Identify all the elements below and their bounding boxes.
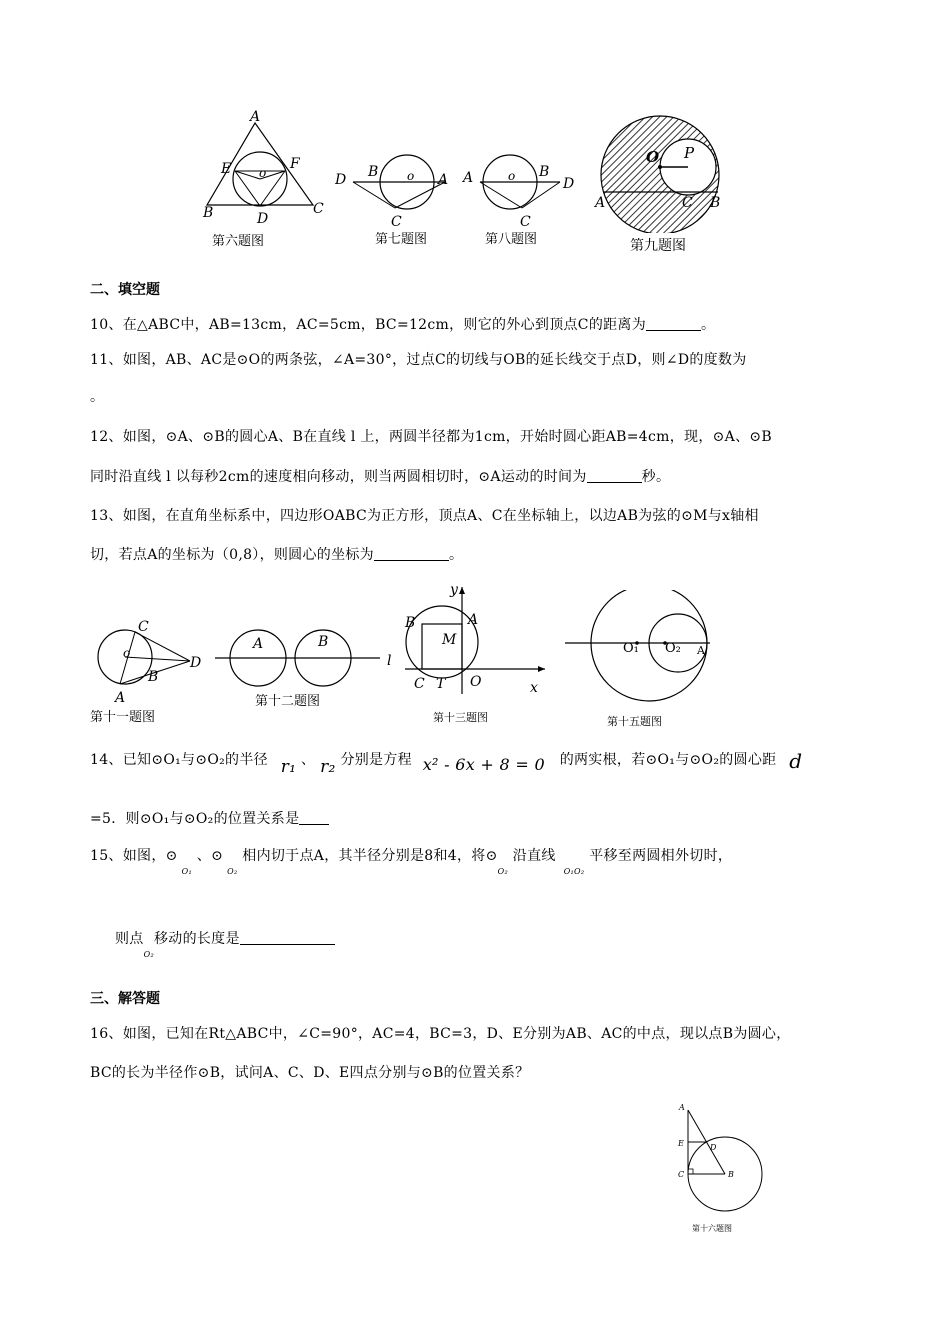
answer-blank[interactable]	[240, 930, 335, 945]
figure-8	[460, 150, 580, 230]
label-o1: O₁	[623, 641, 639, 656]
label-a: A	[463, 170, 474, 186]
label-d: D	[563, 176, 575, 192]
question-15: 15、如图，$⊙_{O_1}$ 、$⊙_{O_2}$ 相内切于点A，其半径分别是8和4，将$⊙_{O_2}$ 沿直线$_{O_1O_2}$ 平移至两圆相外切时，	[90, 848, 733, 876]
label-d: D	[710, 1143, 717, 1152]
question-14-line2: =5．则⊙O₁与⊙O₂的位置关系是	[90, 808, 329, 828]
fig12-caption: 第十二题图	[255, 694, 321, 709]
question-15-line2: 则点$_{O_2}$移动的长度是	[115, 928, 335, 958]
label-o: O	[646, 148, 660, 166]
label-b: B	[203, 205, 214, 221]
label-b: B	[318, 634, 329, 650]
fig13-caption: 第十三题图	[433, 711, 488, 724]
label-l: l	[387, 653, 392, 669]
label-o: o	[407, 169, 415, 183]
question-10: 10、在△ABC中，AB=13cm，AC=5cm，BC=12cm，则它的外心到顶点C的距离为 。	[90, 317, 716, 333]
label-x: x	[530, 680, 538, 696]
label-a: A	[253, 636, 264, 652]
section-title-fill-blank: 二、填空题	[90, 282, 160, 298]
label-f: F	[290, 156, 300, 172]
label-a: A	[250, 109, 261, 125]
question-16-line2: BC的长为半径作⊙B，试问A、C、D、E四点分别与⊙B的位置关系？	[90, 1065, 530, 1081]
label-b: B	[710, 195, 721, 211]
label-t: T	[436, 676, 446, 692]
label-o2: O₂	[665, 641, 681, 656]
question-11-end: 。	[90, 389, 105, 405]
label-o: O	[470, 674, 482, 690]
label-d: D	[257, 211, 269, 227]
label-a: A	[679, 1103, 685, 1112]
fig15-caption: 第十五题图	[607, 715, 662, 728]
fig11-caption: 第十一题图	[90, 710, 156, 725]
figure-12	[215, 620, 400, 690]
label-b: B	[148, 669, 159, 685]
figure-15	[560, 590, 720, 710]
fig7-caption: 第七题图	[375, 232, 428, 247]
fig8-caption: 第八题图	[485, 232, 538, 247]
answer-blank[interactable]	[299, 810, 329, 825]
figure-9	[590, 115, 730, 233]
label-e: E	[678, 1139, 684, 1148]
figure-16	[670, 1098, 770, 1218]
question-12: 12、如图，⊙A、⊙B的圆心A、B在直线 l 上，两圆半径都为1cm，开始时圆心距AB=4cm，现，⊙A、⊙B	[90, 429, 772, 445]
label-c: C	[682, 195, 693, 211]
question-11: 11、如图，AB、AC是⊙O的两条弦，∠A=30°，过点C的切线与OB的延长线交于点D，则∠D的度数为	[90, 352, 747, 368]
section-title-solve: 三、解答题	[90, 991, 160, 1007]
label-a: A	[595, 195, 606, 211]
label-b: B	[368, 164, 379, 180]
question-16: 16、如图，已知在Rt△ABC中，∠C=90°，AC=4，BC=3，D、E分别为AB、AC的中点，现以点B为圆心，	[90, 1026, 791, 1042]
label-c: C	[391, 214, 402, 230]
label-c: C	[313, 201, 324, 217]
answer-blank[interactable]	[374, 546, 449, 561]
label-a: A	[697, 644, 705, 657]
figure-11	[90, 615, 210, 705]
question-14: 14、已知⊙O₁与⊙O₂的半径 r₁ 、 r₂ 分别是方程 x² - 6x + 8 = 0 的两实根，若⊙O₁与⊙O₂的圆心距 d	[90, 749, 803, 777]
label-e: E	[221, 161, 232, 177]
fig9-caption: 第九题图	[630, 238, 686, 254]
label-d: D	[335, 172, 347, 188]
label-o: o	[508, 169, 516, 183]
answer-blank[interactable]	[646, 316, 701, 331]
label-o: o	[123, 646, 131, 660]
label-c: C	[520, 214, 531, 230]
label-c: C	[414, 676, 425, 692]
label-c: C	[138, 619, 149, 635]
fig6-caption: 第六题图	[212, 234, 265, 249]
figure-7	[335, 150, 455, 230]
label-y: y	[450, 582, 458, 598]
label-a: A	[468, 612, 479, 628]
label-b: B	[539, 164, 550, 180]
label-p: P	[684, 144, 695, 162]
label-b: B	[728, 1170, 734, 1179]
question-12-line2: 同时沿直线 l 以每秒2cm的速度相向移动，则当两圆相切时，⊙A运动的时间为 秒。	[90, 469, 671, 485]
label-a: A	[438, 172, 449, 188]
label-d: D	[190, 655, 202, 671]
answer-blank[interactable]	[587, 468, 642, 483]
label-b: B	[405, 615, 416, 631]
label-c: C	[678, 1170, 685, 1179]
label-o: o	[259, 166, 267, 180]
label-m: M	[442, 632, 457, 648]
question-13-line2: 切，若点A的坐标为（0,8），则圆心的坐标为 。	[90, 547, 464, 563]
figure-6	[195, 105, 335, 250]
fig16-caption: 第十六题图	[692, 1224, 732, 1233]
label-a: A	[115, 690, 126, 705]
figure-13	[400, 582, 550, 704]
question-13: 13、如图，在直角坐标系中，四边形OABC为正方形，顶点A、C在坐标轴上，以边AB为弦的⊙M与x轴相	[90, 508, 759, 524]
